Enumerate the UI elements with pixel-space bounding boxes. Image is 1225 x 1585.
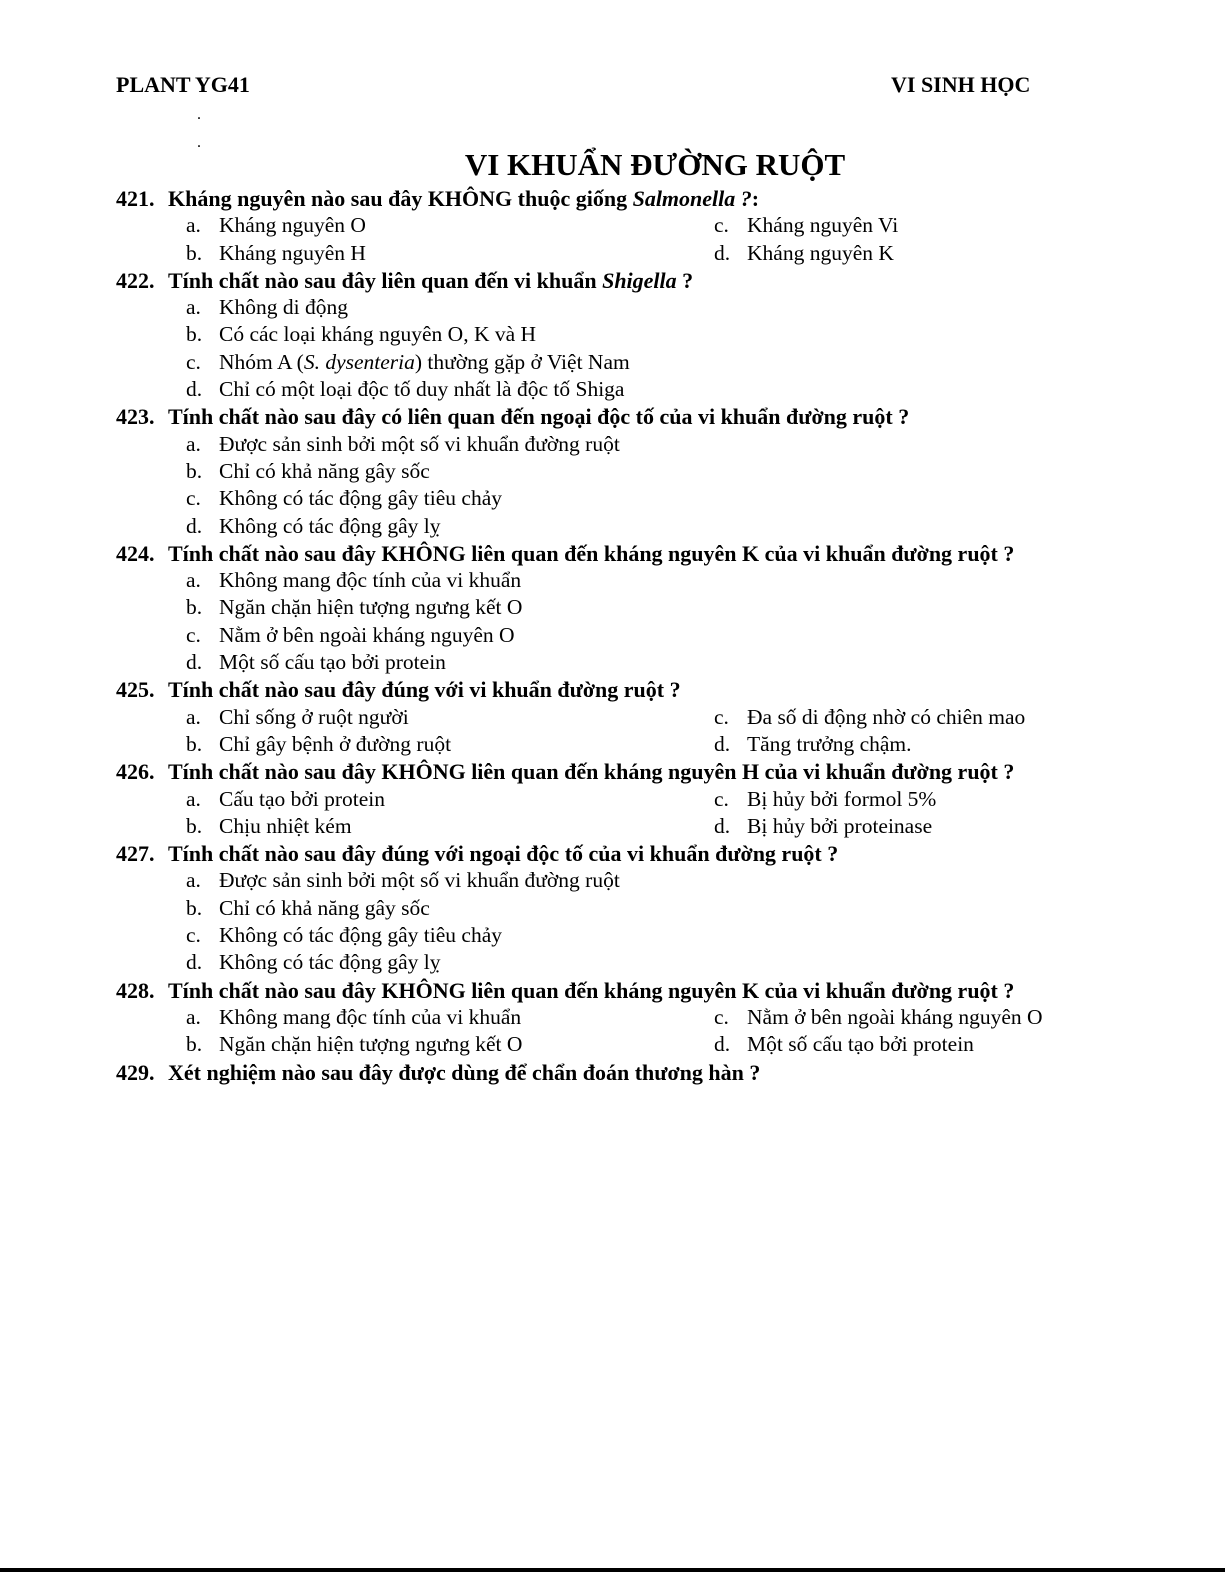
option-letter: c.	[186, 923, 201, 948]
option-text: Được sản sinh bởi một số vi khuẩn đường ruột	[219, 868, 620, 893]
option-text: Không có tác động gây tiêu chảy	[219, 486, 502, 511]
option-text-part: Chỉ có một loại độc tố duy nhất là độc tố Shiga	[219, 377, 625, 402]
option-row	[116, 622, 1116, 649]
option-column-right	[714, 731, 1114, 758]
option	[714, 1004, 1114, 1031]
question-text-part: Tính chất nào sau đây liên quan đến vi khuẩn	[168, 267, 603, 293]
option-column-left	[186, 240, 714, 267]
bullet-dot: .	[197, 106, 201, 123]
option-row	[116, 649, 1116, 676]
question-text: Tính chất nào sau đây đúng với ngoại độc tố của vi khuẩn đường ruột ?	[168, 841, 839, 867]
option	[186, 813, 714, 840]
option	[714, 786, 1114, 813]
option-letter: c.	[714, 1004, 729, 1029]
page-bottom-border	[0, 1568, 1225, 1572]
option-letter: b.	[186, 458, 203, 483]
option-text: Kháng nguyên O	[219, 213, 366, 238]
question-number: 426.	[116, 759, 155, 785]
option-text: Chỉ gây bệnh ở đường ruột	[219, 731, 452, 756]
option-column-left	[186, 513, 1086, 540]
option-row	[116, 867, 1116, 894]
option-letter: c.	[714, 213, 729, 238]
option-letter: a.	[186, 1004, 201, 1029]
option-column-right	[714, 240, 1114, 267]
question-number: 427.	[116, 841, 155, 867]
option	[186, 649, 1086, 676]
option-text: Chỉ có khả năng gây sốc	[219, 895, 430, 920]
question-426	[116, 758, 1116, 785]
option	[714, 704, 1114, 731]
option	[186, 349, 1086, 376]
option-column-left	[186, 813, 714, 840]
option-column-left	[186, 786, 714, 813]
option-text-part: S. dysenteria	[303, 349, 415, 374]
option-column-right	[714, 704, 1114, 731]
option-text: Kháng nguyên Vi	[747, 213, 899, 238]
option-column-left	[186, 949, 1086, 976]
option-row	[116, 1004, 1116, 1031]
option	[714, 1031, 1114, 1058]
option-column-right	[714, 1031, 1114, 1058]
option-letter: a.	[186, 868, 201, 893]
option-letter: b.	[186, 813, 203, 838]
option-text: Đa số di động nhờ có chiên mao	[747, 704, 1026, 729]
option-letter: d.	[714, 240, 731, 265]
option-column-left	[186, 376, 1086, 403]
question-text-part: Shigella	[602, 267, 677, 293]
option-text: Cấu tạo bởi protein	[219, 786, 386, 811]
option-text: Không mang độc tính của vi khuẩn	[219, 1004, 522, 1029]
option	[186, 786, 714, 813]
option-column-left	[186, 212, 714, 239]
option-letter: d.	[714, 731, 731, 756]
option-text: Chịu nhiệt kém	[219, 813, 352, 838]
question-text-part: :	[751, 186, 760, 211]
option-text	[219, 376, 624, 403]
question-text-part: Salmonella ?	[632, 186, 752, 211]
option-text: Không mang độc tính của vi khuẩn	[219, 568, 522, 593]
option-letter: d.	[186, 650, 203, 675]
question-text-part: ?	[676, 267, 694, 293]
question-422	[116, 267, 1116, 294]
question-427	[116, 840, 1116, 867]
option	[186, 594, 1086, 621]
option-text: Ngăn chặn hiện tượng ngưng kết O	[219, 1032, 523, 1057]
option-column-left	[186, 731, 714, 758]
option-column-left	[186, 1031, 714, 1058]
option-text: Nằm ở bên ngoài kháng nguyên O	[747, 1004, 1043, 1029]
option	[186, 622, 1086, 649]
option	[186, 458, 1086, 485]
option-letter: a.	[186, 431, 201, 456]
option	[714, 212, 1114, 239]
question-text: Tính chất nào sau đây KHÔNG liên quan đến kháng nguyên H của vi khuẩn đường ruột ?	[168, 759, 1015, 785]
question-number: 423.	[116, 404, 155, 430]
option-text: Được sản sinh bởi một số vi khuẩn đường ruột	[219, 431, 620, 456]
option-row	[116, 786, 1116, 813]
option-row	[116, 294, 1116, 321]
option-text: Chỉ sống ở ruột người	[219, 704, 409, 729]
option	[186, 212, 714, 239]
option-letter: d.	[186, 950, 203, 975]
option-row	[116, 458, 1116, 485]
question-text-part: Kháng nguyên nào sau đây KHÔNG thuộc giống	[168, 186, 633, 211]
option-text: Chỉ có khả năng gây sốc	[219, 458, 430, 483]
option-row	[116, 1031, 1116, 1058]
question-text: Xét nghiệm nào sau đây được dùng để chẩn đoán thương hàn ?	[168, 1059, 761, 1085]
option-column-left	[186, 867, 1086, 894]
question-number: 422.	[116, 267, 155, 293]
option-row	[116, 922, 1116, 949]
option-column-left	[186, 922, 1086, 949]
question-428	[116, 977, 1116, 1004]
option-text: Bị hủy bởi formol 5%	[747, 786, 937, 811]
option-letter: a.	[186, 213, 201, 238]
option-letter: a.	[186, 295, 201, 320]
option-letter: d.	[186, 513, 203, 538]
page-title: VI KHUẨN ĐƯỜNG RUỘT	[464, 147, 846, 182]
option	[186, 294, 1086, 321]
option-row	[116, 704, 1116, 731]
option-text-part: Nhóm A (	[219, 349, 304, 374]
option	[714, 731, 1114, 758]
option	[186, 949, 1086, 976]
option-column-left	[186, 485, 1086, 512]
option-text: Không có tác động gây lỵ	[219, 950, 441, 975]
option-row	[116, 376, 1116, 403]
question-424	[116, 540, 1116, 567]
option	[186, 567, 1086, 594]
question-421	[116, 185, 1116, 212]
option	[186, 240, 714, 267]
option-row	[116, 485, 1116, 512]
option-text: Bị hủy bởi proteinase	[747, 813, 933, 838]
option	[186, 731, 714, 758]
option-text: Tăng trưởng chậm.	[747, 731, 912, 756]
option	[186, 1031, 714, 1058]
option-column-left	[186, 458, 1086, 485]
header-subject: VI SINH HỌC	[891, 72, 1031, 97]
option-letter: b.	[186, 1032, 203, 1057]
option	[186, 867, 1086, 894]
header-course-code: PLANT YG41	[116, 72, 250, 97]
question-number: 421.	[116, 186, 155, 211]
question-423	[116, 403, 1116, 430]
option	[186, 485, 1086, 512]
option-row	[116, 321, 1116, 348]
question-text	[168, 185, 759, 212]
question-number: 425.	[116, 677, 155, 703]
option-row	[116, 895, 1116, 922]
option-row	[116, 594, 1116, 621]
option-column-left	[186, 1004, 714, 1031]
option-text-part: Có các loại kháng nguyên O, K và H	[219, 322, 537, 347]
option-letter: c.	[186, 486, 201, 511]
option-column-right	[714, 813, 1114, 840]
option-column-left	[186, 649, 1086, 676]
option-column-left	[186, 594, 1086, 621]
question-text: Tính chất nào sau đây đúng với vi khuẩn đường ruột ?	[168, 677, 681, 703]
option-column-left	[186, 704, 714, 731]
option-column-right	[714, 1004, 1114, 1031]
option-letter: b.	[186, 322, 203, 347]
option-letter: d.	[186, 377, 203, 402]
option-letter: a.	[186, 786, 201, 811]
option-text-part: Không di động	[219, 295, 348, 320]
option-column-left	[186, 349, 1086, 376]
option-text: Kháng nguyên H	[219, 240, 366, 265]
question-number: 424.	[116, 540, 155, 566]
option-row	[116, 949, 1116, 976]
option-row	[116, 212, 1116, 239]
option-column-right	[714, 786, 1114, 813]
option-letter: d.	[714, 1032, 731, 1057]
option-text: Một số cấu tạo bởi protein	[219, 650, 446, 675]
option-row	[116, 431, 1116, 458]
question-number: 429.	[116, 1059, 155, 1085]
option	[186, 922, 1086, 949]
option-letter: b.	[186, 895, 203, 920]
option-letter: d.	[714, 813, 731, 838]
question-number: 428.	[116, 977, 155, 1003]
question-text: Tính chất nào sau đây KHÔNG liên quan đến kháng nguyên K của vi khuẩn đường ruột ?	[168, 977, 1015, 1003]
option-letter: a.	[186, 568, 201, 593]
option-text: Ngăn chặn hiện tượng ngưng kết O	[219, 595, 523, 620]
option-text-part: ) thường gặp ở Việt Nam	[414, 349, 630, 374]
option-text	[219, 349, 630, 376]
bullet-dot: .	[197, 134, 201, 151]
option	[186, 513, 1086, 540]
option-text: Kháng nguyên K	[747, 240, 894, 265]
question-text	[168, 267, 693, 294]
option-letter: c.	[186, 622, 201, 647]
option-letter: c.	[714, 704, 729, 729]
option-column-left	[186, 321, 1086, 348]
option	[186, 895, 1086, 922]
option	[186, 431, 1086, 458]
option	[186, 704, 714, 731]
option	[186, 1004, 714, 1031]
option-text	[219, 294, 348, 321]
option-column-right	[714, 212, 1114, 239]
option	[186, 321, 1086, 348]
question-425	[116, 676, 1116, 703]
option-column-left	[186, 294, 1086, 321]
question-429	[116, 1059, 1116, 1086]
option-letter: b.	[186, 595, 203, 620]
option-column-left	[186, 431, 1086, 458]
option-text	[219, 321, 536, 348]
option-row	[116, 731, 1116, 758]
option-row	[116, 240, 1116, 267]
option-column-left	[186, 622, 1086, 649]
question-text: Tính chất nào sau đây KHÔNG liên quan đến kháng nguyên K của vi khuẩn đường ruột ?	[168, 540, 1015, 566]
option-letter: c.	[186, 349, 201, 374]
option-row	[116, 813, 1116, 840]
option-letter: b.	[186, 731, 203, 756]
option-row	[116, 349, 1116, 376]
question-list	[116, 185, 1116, 1086]
option-row	[116, 513, 1116, 540]
option-letter: a.	[186, 704, 201, 729]
option-letter: b.	[186, 240, 203, 265]
option	[714, 240, 1114, 267]
option	[714, 813, 1114, 840]
option-text: Không có tác động gây tiêu chảy	[219, 923, 502, 948]
option-text: Nằm ở bên ngoài kháng nguyên O	[219, 622, 515, 647]
option	[186, 376, 1086, 403]
option-column-left	[186, 895, 1086, 922]
option-text: Một số cấu tạo bởi protein	[747, 1032, 974, 1057]
option-column-left	[186, 567, 1086, 594]
option-letter: c.	[714, 786, 729, 811]
option-row	[116, 567, 1116, 594]
question-text: Tính chất nào sau đây có liên quan đến ngoại độc tố của vi khuẩn đường ruột ?	[168, 404, 910, 430]
option-text: Không có tác động gây lỵ	[219, 513, 441, 538]
